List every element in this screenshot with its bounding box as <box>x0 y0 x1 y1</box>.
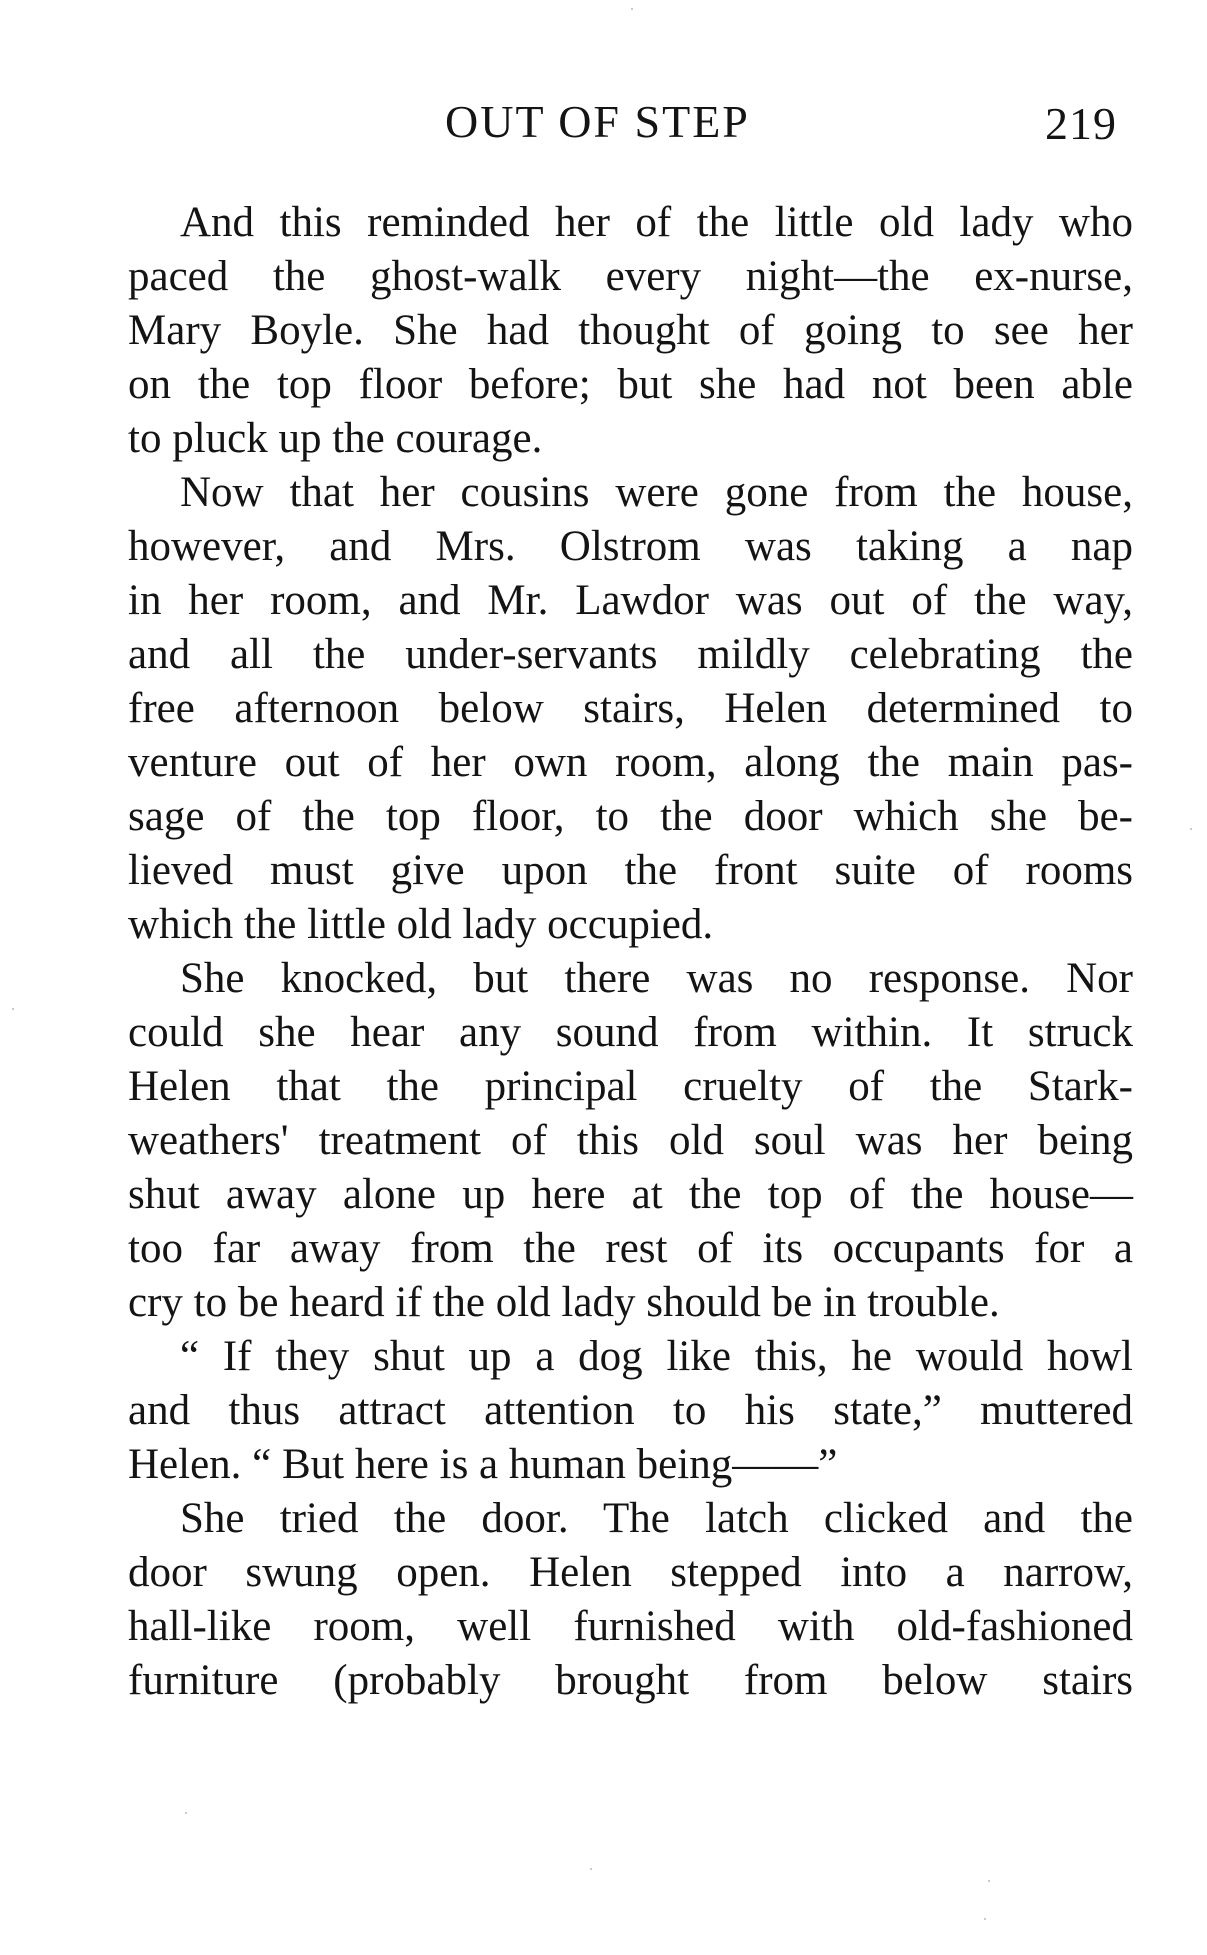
text-line: to pluck up the courage. <box>128 415 543 462</box>
text-line: on the top floor before; but she had not been able <box>128 361 1133 408</box>
text-line: could she hear any sound from within. It struck <box>128 1009 1133 1056</box>
body-text <box>128 196 1133 1708</box>
text-line: free afternoon below stairs, Helen determined to <box>128 685 1133 732</box>
text-line: too far away from the rest of its occupants for a <box>128 1225 1133 1272</box>
text-line: She tried the door. The latch clicked and the <box>180 1495 1133 1542</box>
text-line: hall-like room, well furnished with old-fashioned <box>128 1603 1133 1650</box>
text-line: Now that her cousins were gone from the house, <box>180 469 1133 516</box>
text-line: sage of the top floor, to the door which she be- <box>128 793 1133 840</box>
text-line: shut away alone up here at the top of the house— <box>128 1171 1133 1218</box>
text-line: “ If they shut up a dog like this, he would howl <box>180 1333 1133 1380</box>
running-head <box>0 92 1207 152</box>
text-line: door swung open. Helen stepped into a narrow, <box>128 1549 1133 1596</box>
scan-speck <box>590 1868 592 1870</box>
scan-speck <box>984 1918 986 1920</box>
scan-speck <box>988 1880 990 1882</box>
text-line: lieved must give upon the front suite of rooms <box>128 847 1133 894</box>
text-line: venture out of her own room, along the main pas- <box>128 739 1133 786</box>
scan-speck <box>12 1008 14 1010</box>
scan-speck <box>631 8 633 10</box>
text-line: cry to be heard if the old lady should be in trouble. <box>128 1279 1000 1326</box>
text-line: Helen. “ But here is a human being——” <box>128 1441 838 1488</box>
text-line: paced the ghost-walk every night—the ex-nurse, <box>128 253 1133 300</box>
text-line: furniture (probably brought from below stairs <box>128 1657 1133 1704</box>
text-line: and thus attract attention to his state,” muttered <box>128 1387 1133 1434</box>
text-line: however, and Mrs. Olstrom was taking a nap <box>128 523 1133 570</box>
page-number: 219 <box>1045 98 1117 149</box>
scan-speck <box>1190 828 1192 830</box>
scan-speck <box>185 1812 187 1814</box>
text-line: in her room, and Mr. Lawdor was out of the way, <box>128 577 1133 624</box>
text-line: She knocked, but there was no response. Nor <box>180 955 1133 1002</box>
text-line: And this reminded her of the little old lady who <box>180 199 1133 246</box>
text-line: Helen that the principal cruelty of the Stark- <box>128 1063 1133 1110</box>
text-line: weathers' treatment of this old soul was her being <box>128 1117 1133 1164</box>
text-line: which the little old lady occupied. <box>128 901 714 948</box>
text-line: Mary Boyle. She had thought of going to see her <box>128 307 1133 354</box>
running-title: OUT OF STEP <box>445 96 750 147</box>
text-line: and all the under-servants mildly celebrating the <box>128 631 1133 678</box>
